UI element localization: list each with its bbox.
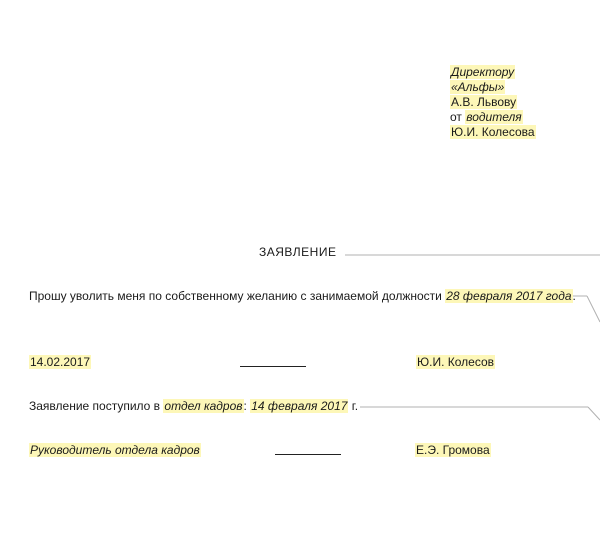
request-date: 28 февраля 2017 года xyxy=(446,289,572,303)
received-department: отдел кадров xyxy=(164,399,243,413)
sender-prefix: от xyxy=(450,110,462,124)
hr-head-position: Руководитель отдела кадров xyxy=(30,443,200,457)
received-colon: : xyxy=(243,399,247,413)
received-date: 14 февраля 2017 xyxy=(251,399,348,413)
received-suffix: г. xyxy=(351,399,359,413)
addressee-block xyxy=(450,65,536,140)
applicant-name: Ю.И. Колесов xyxy=(417,355,495,369)
hr-head-signature-line xyxy=(275,454,341,455)
addressee-name: А.В. Львову xyxy=(451,95,517,109)
request-paragraph xyxy=(29,289,576,303)
request-text: Прошу уволить меня по собственному желанию с занимаемой должности xyxy=(29,289,442,303)
request-end: . xyxy=(572,289,576,303)
sender-position: водителя xyxy=(466,110,522,124)
application-date: 14.02.2017 xyxy=(30,355,91,369)
addressee-position: Директору xyxy=(451,65,515,79)
document-title: ЗАЯВЛЕНИЕ xyxy=(259,245,337,259)
addressee-company: «Альфы» xyxy=(451,80,505,94)
sender-name: Ю.И. Колесова xyxy=(451,125,535,139)
received-prefix: Заявление поступило в xyxy=(29,399,161,413)
received-paragraph xyxy=(29,399,358,413)
applicant-signature-line xyxy=(240,366,306,367)
hr-head-name: Е.Э. Громова xyxy=(416,443,490,457)
